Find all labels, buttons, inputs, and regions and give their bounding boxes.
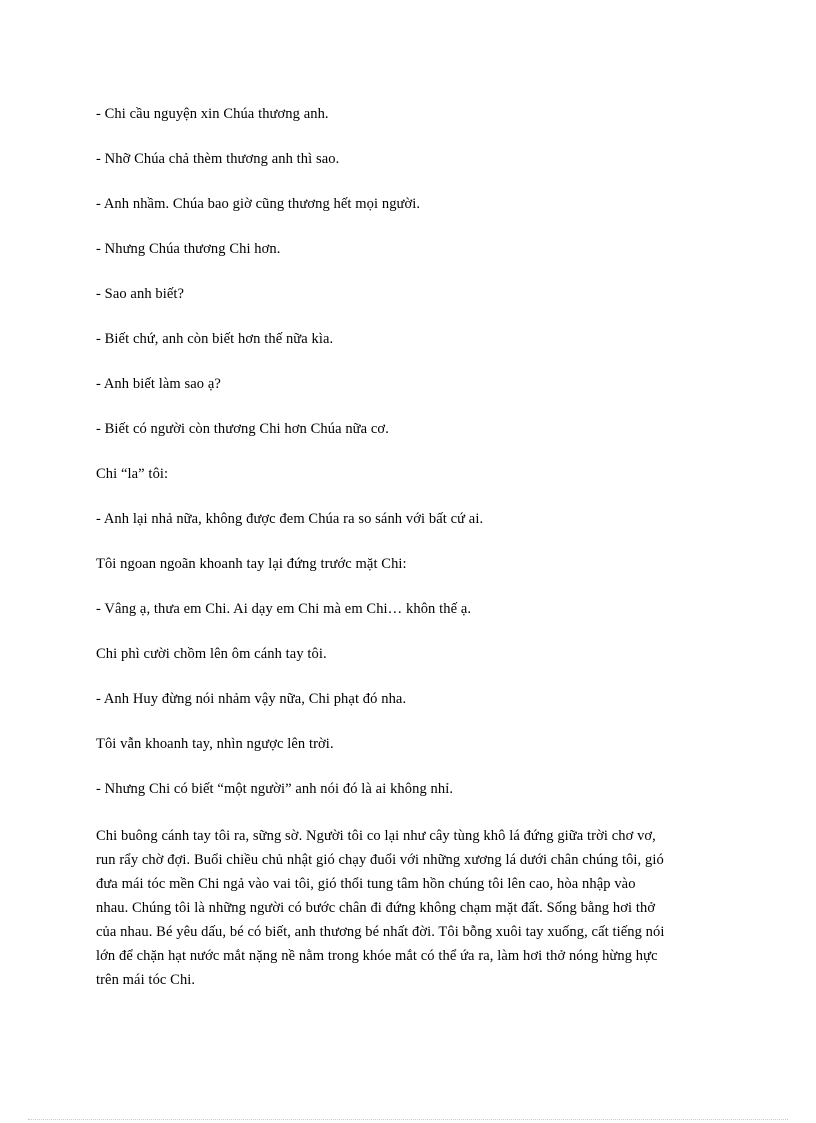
narration-line: Chi phì cười chồm lên ôm cánh tay tôi.	[96, 646, 327, 662]
dialogue-line: - Sao anh biết?	[96, 286, 185, 302]
paragraph-line: đưa mái tóc mền Chi ngả vào vai tôi, gió thổi tung tâm hồn chúng tôi lên cao, hòa nhập vào	[96, 876, 636, 892]
narration-line: Tôi ngoan ngoãn khoanh tay lại đứng trước mặt Chi:	[96, 556, 407, 572]
dialogue-line: - Nhỡ Chúa chả thèm thương anh thì sao.	[96, 151, 340, 167]
dialogue-line: - Anh biết làm sao ạ?	[96, 376, 221, 392]
page-bottom-divider	[28, 1119, 788, 1120]
dialogue-line: - Vâng ạ, thưa em Chi. Ai dạy em Chi mà em Chi… khôn thế ạ.	[96, 601, 472, 617]
narration-line: Chi “la” tôi:	[96, 466, 169, 482]
paragraph-line: nhau. Chúng tôi là những người có bước chân đi đứng không chạm mặt đất. Sống bằng hơi thở	[96, 900, 656, 916]
dialogue-line: - Anh lại nhả nữa, không được đem Chúa ra so sánh với bất cứ ai.	[96, 511, 484, 527]
closing-paragraph	[96, 824, 724, 992]
dialogue-line: - Anh Huy đừng nói nhảm vậy nữa, Chi phạt đó nha.	[96, 691, 407, 707]
paragraph-line: run rẩy chờ đợi. Buổi chiều chủ nhật gió chạy đuổi với những xương lá dưới chân chúng tôi, gió	[96, 852, 664, 868]
dialogue-line: - Anh nhầm. Chúa bao giờ cũng thương hết mọi người.	[96, 196, 421, 212]
paragraph-line: lớn để chặn hạt nước mắt nặng nề nằm trong khóe mắt có thể ứa ra, làm hơi thở nóng hừng hực	[96, 948, 658, 964]
paragraph-line: Chi buông cánh tay tôi ra, sững sờ. Người tôi co lại như cây tùng khô lá đứng giữa trời chơ vơ,	[96, 828, 656, 844]
narration-line: Tôi vẫn khoanh tay, nhìn ngược lên trời.	[96, 736, 334, 752]
dialogue-line: - Chi cầu nguyện xin Chúa thương anh.	[96, 106, 329, 122]
dialogue-line: - Nhưng Chúa thương Chi hơn.	[96, 241, 281, 257]
paragraph-line: trên mái tóc Chi.	[96, 972, 196, 988]
paragraph-line: của nhau. Bé yêu dấu, bé có biết, anh thương bé nhất đời. Tôi bỗng xuôi tay xuống, cất tiếng nói	[96, 924, 665, 940]
dialogue-line: - Biết chứ, anh còn biết hơn thế nữa kìa.	[96, 331, 334, 347]
dialogue-line: - Nhưng Chi có biết “một người” anh nói đó là ai không nhỉ.	[96, 781, 454, 797]
dialogue-line: - Biết có người còn thương Chi hơn Chúa nữa cơ.	[96, 421, 389, 437]
